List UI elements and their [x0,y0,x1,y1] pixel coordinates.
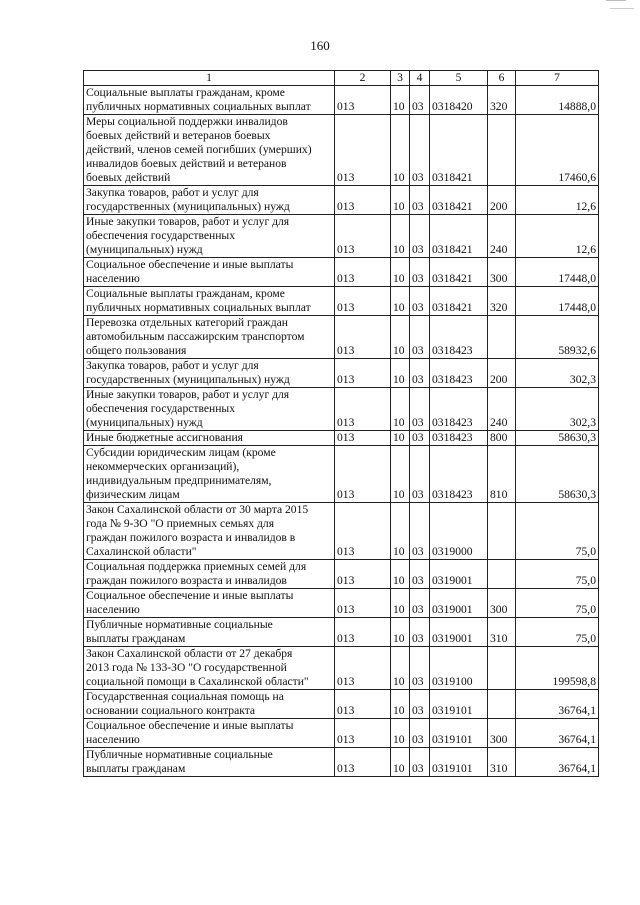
row-section-cell: 10 [391,431,410,446]
row-target-article-cell: 0318423 [430,431,488,446]
row-admin-code-cell: 013 [335,647,391,690]
row-admin-code-cell: 013 [335,560,391,589]
row-target-article-cell: 0318423 [430,446,488,503]
row-name-cell: Социальное обеспечение и иные выплаты населению [84,589,335,618]
row-admin-code-cell: 013 [335,186,391,215]
row-subsection-cell: 03 [410,287,430,316]
row-expense-type-cell: 320 [488,86,516,115]
row-admin-code-cell: 013 [335,215,391,258]
row-expense-type-cell [488,647,516,690]
table-row [84,719,599,748]
row-section-cell: 10 [391,618,410,647]
row-subsection-cell: 03 [410,115,430,186]
row-expense-type-cell: 240 [488,215,516,258]
row-admin-code-cell: 013 [335,258,391,287]
header-col-3: 3 [391,71,410,86]
row-section-cell: 10 [391,589,410,618]
row-name-cell: Социальные выплаты гражданам, кроме публичных нормативных социальных выплат [84,287,335,316]
header-col-6: 6 [488,71,516,86]
row-name-cell: Закон Сахалинской области от 27 декабря 2013 года № 133-ЗО "О государственной социальной помощи в Сахалинской области" [84,647,335,690]
table-row [84,287,599,316]
row-subsection-cell: 03 [410,431,430,446]
table-row [84,431,599,446]
table-row [84,690,599,719]
row-subsection-cell: 03 [410,316,430,359]
row-name-cell: Меры социальной поддержки инвалидов боевых действий и ветеранов боевых действий, членов семей погибших (умерших) инвалидов боевых действий и ветеранов боевых действий [84,115,335,186]
row-target-article-cell: 0318421 [430,115,488,186]
row-name-cell: Социальное обеспечение и иные выплаты населению [84,258,335,287]
row-amount-cell: 58630,3 [516,431,599,446]
table-row [84,446,599,503]
row-expense-type-cell [488,316,516,359]
row-name-cell: Социальное обеспечение и иные выплаты населению [84,719,335,748]
row-section-cell: 10 [391,359,410,388]
row-admin-code-cell: 013 [335,431,391,446]
row-amount-cell: 58932,6 [516,316,599,359]
row-section-cell: 10 [391,560,410,589]
row-admin-code-cell: 013 [335,618,391,647]
row-section-cell: 10 [391,186,410,215]
row-name-cell: Субсидии юридическим лицам (кроме некоммерческих организаций), индивидуальным предпринимателям, физическим лицам [84,446,335,503]
row-section-cell: 10 [391,86,410,115]
row-amount-cell: 12,6 [516,215,599,258]
row-admin-code-cell: 013 [335,287,391,316]
row-expense-type-cell: 300 [488,719,516,748]
row-amount-cell: 75,0 [516,560,599,589]
page-number: 160 [310,38,330,53]
row-subsection-cell: 03 [410,215,430,258]
row-section-cell: 10 [391,446,410,503]
row-amount-cell: 17448,0 [516,258,599,287]
table-row [84,589,599,618]
row-section-cell: 10 [391,115,410,186]
scan-edge-mark [606,0,626,1]
row-subsection-cell: 03 [410,388,430,431]
table-row [84,316,599,359]
table-row [84,618,599,647]
row-subsection-cell: 03 [410,647,430,690]
header-col-1: 1 [84,71,335,86]
row-section-cell: 10 [391,719,410,748]
table-row [84,388,599,431]
header-col-2: 2 [335,71,391,86]
header-col-5: 5 [430,71,488,86]
row-name-cell: Перевозка отдельных категорий граждан автомобильным пассажирским транспортом общего пользования [84,316,335,359]
row-target-article-cell: 0318421 [430,215,488,258]
row-amount-cell: 302,3 [516,359,599,388]
row-admin-code-cell: 013 [335,446,391,503]
row-target-article-cell: 0318421 [430,186,488,215]
table-row [84,647,599,690]
row-name-cell: Социальные выплаты гражданам, кроме публичных нормативных социальных выплат [84,86,335,115]
row-expense-type-cell: 810 [488,446,516,503]
row-name-cell: Социальная поддержка приемных семей для граждан пожилого возраста и инвалидов [84,560,335,589]
row-admin-code-cell: 013 [335,115,391,186]
row-subsection-cell: 03 [410,690,430,719]
row-target-article-cell: 0318421 [430,258,488,287]
header-col-7: 7 [516,71,599,86]
row-expense-type-cell: 300 [488,258,516,287]
row-name-cell: Государственная социальная помощь на основании социального контракта [84,690,335,719]
row-section-cell: 10 [391,316,410,359]
row-subsection-cell: 03 [410,589,430,618]
table-row [84,86,599,115]
row-subsection-cell: 03 [410,503,430,560]
header-col-4: 4 [410,71,430,86]
row-subsection-cell: 03 [410,86,430,115]
row-section-cell: 10 [391,647,410,690]
table-row [84,560,599,589]
row-admin-code-cell: 013 [335,503,391,560]
table-row [84,748,599,777]
row-amount-cell: 36764,1 [516,748,599,777]
row-name-cell: Публичные нормативные социальные выплаты гражданам [84,618,335,647]
row-target-article-cell: 0319001 [430,589,488,618]
table-header-row [84,71,599,86]
row-amount-cell: 75,0 [516,589,599,618]
row-amount-cell: 302,3 [516,388,599,431]
row-subsection-cell: 03 [410,186,430,215]
table-row [84,258,599,287]
row-section-cell: 10 [391,748,410,777]
row-amount-cell: 17460,6 [516,115,599,186]
row-name-cell: Закон Сахалинской области от 30 марта 2015 года № 9-ЗО "О приемных семьях для граждан пожилого возраста и инвалидов в Сахалинской области" [84,503,335,560]
row-admin-code-cell: 013 [335,719,391,748]
table-row [84,215,599,258]
row-expense-type-cell: 320 [488,287,516,316]
row-expense-type-cell: 240 [488,388,516,431]
row-admin-code-cell: 013 [335,86,391,115]
row-expense-type-cell [488,115,516,186]
row-admin-code-cell: 013 [335,388,391,431]
row-name-cell: Закупка товаров, работ и услуг для государственных (муниципальных) нужд [84,359,335,388]
row-name-cell: Иные закупки товаров, работ и услуг для обеспечения государственных (муниципальных) нужд [84,215,335,258]
row-amount-cell: 14888,0 [516,86,599,115]
row-amount-cell: 17448,0 [516,287,599,316]
row-target-article-cell: 0318423 [430,388,488,431]
row-subsection-cell: 03 [410,719,430,748]
row-target-article-cell: 0319000 [430,503,488,560]
row-admin-code-cell: 013 [335,316,391,359]
row-target-article-cell: 0319001 [430,618,488,647]
row-expense-type-cell [488,560,516,589]
row-amount-cell: 12,6 [516,186,599,215]
row-amount-cell: 199598,8 [516,647,599,690]
row-target-article-cell: 0318421 [430,287,488,316]
row-section-cell: 10 [391,388,410,431]
row-target-article-cell: 0319001 [430,560,488,589]
row-amount-cell: 36764,1 [516,719,599,748]
row-amount-cell: 36764,1 [516,690,599,719]
scan-edge-mark [610,8,634,9]
table-row [84,115,599,186]
row-subsection-cell: 03 [410,748,430,777]
row-admin-code-cell: 013 [335,589,391,618]
row-expense-type-cell: 310 [488,618,516,647]
row-admin-code-cell: 013 [335,359,391,388]
table-body [84,86,599,777]
row-section-cell: 10 [391,503,410,560]
row-expense-type-cell: 200 [488,186,516,215]
row-admin-code-cell: 013 [335,690,391,719]
row-target-article-cell: 0318423 [430,316,488,359]
row-section-cell: 10 [391,287,410,316]
row-target-article-cell: 0319101 [430,690,488,719]
table-row [84,186,599,215]
row-name-cell: Закупка товаров, работ и услуг для государственных (муниципальных) нужд [84,186,335,215]
row-expense-type-cell: 200 [488,359,516,388]
table-row [84,359,599,388]
row-amount-cell: 75,0 [516,503,599,560]
row-expense-type-cell: 300 [488,589,516,618]
row-name-cell: Публичные нормативные социальные выплаты гражданам [84,748,335,777]
row-section-cell: 10 [391,690,410,719]
row-subsection-cell: 03 [410,359,430,388]
row-subsection-cell: 03 [410,446,430,503]
row-expense-type-cell [488,690,516,719]
row-subsection-cell: 03 [410,258,430,287]
table-row [84,503,599,560]
row-expense-type-cell [488,503,516,560]
row-amount-cell: 75,0 [516,618,599,647]
row-subsection-cell: 03 [410,618,430,647]
row-name-cell: Иные закупки товаров, работ и услуг для обеспечения государственных (муниципальных) нужд [84,388,335,431]
row-target-article-cell: 0318423 [430,359,488,388]
row-target-article-cell: 0319101 [430,719,488,748]
row-expense-type-cell: 310 [488,748,516,777]
row-name-cell: Иные бюджетные ассигнования [84,431,335,446]
row-target-article-cell: 0319100 [430,647,488,690]
row-expense-type-cell: 800 [488,431,516,446]
row-amount-cell: 58630,3 [516,446,599,503]
row-section-cell: 10 [391,215,410,258]
row-target-article-cell: 0319101 [430,748,488,777]
row-subsection-cell: 03 [410,560,430,589]
row-target-article-cell: 0318420 [430,86,488,115]
row-section-cell: 10 [391,258,410,287]
budget-table [83,70,599,777]
row-admin-code-cell: 013 [335,748,391,777]
